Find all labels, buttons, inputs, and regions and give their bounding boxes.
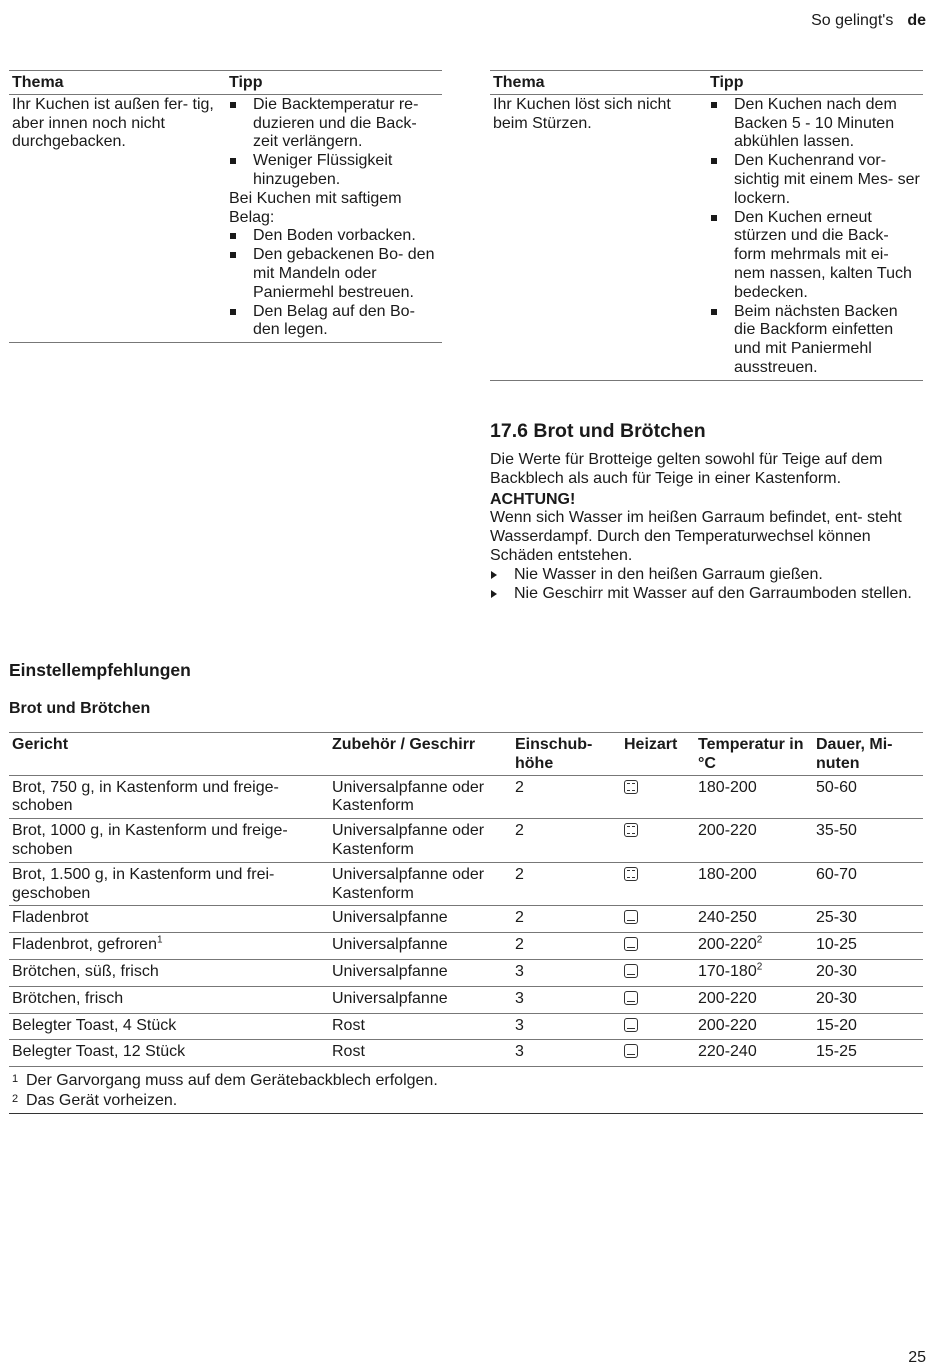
cell-heat bbox=[621, 959, 695, 986]
footnote: 1 Der Garvorgang muss auf dem Gerätebackblech erfolgen. bbox=[12, 1072, 438, 1090]
list-item: Den Kuchen erneut stürzen und die Back- form mehrmals mit ei- nem nassen, kalten Tuch bedecken. bbox=[710, 209, 921, 303]
cell-dish: Fladenbrot, gefroren$^1$ bbox=[9, 933, 329, 960]
header-section: So gelingt's bbox=[811, 12, 894, 29]
top-bottom-heat-icon bbox=[624, 867, 638, 881]
cell-duration: 10-25 bbox=[813, 933, 923, 960]
bottom-heat-icon bbox=[624, 991, 638, 1005]
col-tipp: Tipp bbox=[226, 71, 442, 95]
cell-heat bbox=[621, 986, 695, 1013]
table-row bbox=[9, 906, 923, 933]
cell-duration: 60-70 bbox=[813, 862, 923, 906]
bottom-heat-icon bbox=[624, 937, 638, 951]
tip-list bbox=[229, 96, 440, 190]
tip-table-right bbox=[490, 70, 923, 381]
col-gericht: Gericht bbox=[9, 733, 329, 776]
settings-table bbox=[9, 732, 923, 1114]
top-bottom-heat-icon bbox=[624, 780, 638, 794]
list-item: Den Kuchen nach dem Backen 5 - 10 Minuten abkühlen lassen. bbox=[710, 96, 921, 152]
cell-dish: Brötchen, süß, frisch bbox=[9, 959, 329, 986]
cell-accessory: Universalpfanne bbox=[329, 906, 512, 933]
cell-level: 3 bbox=[512, 1013, 621, 1040]
table-row bbox=[9, 775, 923, 819]
table-row bbox=[9, 862, 923, 906]
cell-level: 2 bbox=[512, 775, 621, 819]
cell-accessory: Universalpfanne bbox=[329, 986, 512, 1013]
tipp-cell bbox=[707, 94, 923, 380]
thema-cell: Ihr Kuchen löst sich nicht beim Stürzen. bbox=[490, 94, 707, 380]
list-item: Nie Geschirr mit Wasser auf den Garraumboden stellen. bbox=[490, 585, 923, 604]
cell-level: 2 bbox=[512, 862, 621, 906]
list-item: Den gebackenen Bo- den mit Mandeln oder Paniermehl bestreuen. bbox=[229, 246, 440, 302]
cell-level: 3 bbox=[512, 1040, 621, 1067]
section-title: 17.6 Brot und Brötchen bbox=[490, 420, 706, 442]
cell-heat bbox=[621, 906, 695, 933]
cell-temp: 220-240 bbox=[695, 1040, 813, 1067]
bottom-heat-icon bbox=[624, 964, 638, 978]
section-intro: Die Werte für Brotteige gelten sowohl für Teige auf dem Backblech als auch für Teige in einer Kastenform. bbox=[490, 451, 883, 487]
warning-label: ACHTUNG! bbox=[490, 490, 576, 508]
cell-temp: 240-250 bbox=[695, 906, 813, 933]
bottom-heat-icon bbox=[624, 1018, 638, 1032]
col-einschub: Einschub- höhe bbox=[512, 733, 621, 776]
cell-heat bbox=[621, 933, 695, 960]
list-item: Die Backtemperatur re- duzieren und die Back- zeit verlängern. bbox=[229, 96, 440, 152]
thema-cell: Ihr Kuchen ist außen fer- tig, aber innen noch nicht durchgebacken. bbox=[9, 94, 226, 342]
tipp-cell bbox=[226, 94, 442, 342]
cell-temp: 200-220 bbox=[695, 986, 813, 1013]
section-brot bbox=[490, 419, 923, 603]
cell-dish: Brot, 1.500 g, in Kastenform und frei- geschoben bbox=[9, 862, 329, 906]
cell-accessory: Universalpfanne bbox=[329, 959, 512, 986]
cell-accessory: Rost bbox=[329, 1013, 512, 1040]
col-heizart: Heizart bbox=[621, 733, 695, 776]
cell-level: 3 bbox=[512, 959, 621, 986]
list-item: Beim nächsten Backen die Backform einfetten und mit Paniermehl ausstreuen. bbox=[710, 303, 921, 378]
col-thema: Thema bbox=[9, 71, 226, 95]
tip-table-left bbox=[9, 70, 442, 343]
cell-dish: Belegter Toast, 4 Stück bbox=[9, 1013, 329, 1040]
cell-level: 2 bbox=[512, 819, 621, 863]
list-item: Den Kuchenrand vor- sichtig mit einem Mes- ser lockern. bbox=[710, 152, 921, 208]
table-row bbox=[9, 1013, 923, 1040]
col-zubehoer: Zubehör / Geschirr bbox=[329, 733, 512, 776]
cell-duration: 50-60 bbox=[813, 775, 923, 819]
cell-duration: 15-25 bbox=[813, 1040, 923, 1067]
recommendations-title: Einstellempfehlungen bbox=[9, 660, 191, 680]
cell-accessory: Universalpfanne bbox=[329, 933, 512, 960]
cell-dish: Brot, 750 g, in Kastenform und freige- schoben bbox=[9, 775, 329, 819]
cell-duration: 20-30 bbox=[813, 959, 923, 986]
cell-level: 2 bbox=[512, 933, 621, 960]
list-item: Den Belag auf den Bo- den legen. bbox=[229, 303, 440, 341]
cell-duration: 20-30 bbox=[813, 986, 923, 1013]
footnotes bbox=[9, 1067, 923, 1114]
cell-dish: Fladenbrot bbox=[9, 906, 329, 933]
footnote: 2 Das Gerät vorheizen. bbox=[12, 1092, 178, 1110]
cell-duration: 15-20 bbox=[813, 1013, 923, 1040]
warning-text: Wenn sich Wasser im heißen Garraum befindet, ent- steht Wasserdampf. Durch den Temperaturwechsel können Schäden entstehen. bbox=[490, 509, 902, 564]
header-lang: de bbox=[907, 12, 926, 29]
cell-temp: 200-220 bbox=[695, 819, 813, 863]
list-item: Nie Wasser in den heißen Garraum gießen. bbox=[490, 566, 923, 585]
cell-temp: 180-200 bbox=[695, 862, 813, 906]
table-row bbox=[9, 1040, 923, 1067]
cell-heat bbox=[621, 1013, 695, 1040]
col-temperatur: Temperatur in °C bbox=[695, 733, 813, 776]
cell-temp: $170-180^2$ bbox=[695, 959, 813, 986]
cell-temp: 200-220 bbox=[695, 1013, 813, 1040]
col-dauer: Dauer, Mi- nuten bbox=[813, 733, 923, 776]
cell-accessory: Universalpfanne oder Kastenform bbox=[329, 775, 512, 819]
cell-dish: Belegter Toast, 12 Stück bbox=[9, 1040, 329, 1067]
cell-temp: $200-220^2$ bbox=[695, 933, 813, 960]
table-title: Brot und Brötchen bbox=[9, 700, 151, 717]
cell-accessory: Universalpfanne oder Kastenform bbox=[329, 862, 512, 906]
cell-heat bbox=[621, 862, 695, 906]
list-item: Den Boden vorbacken. bbox=[229, 227, 440, 246]
action-list bbox=[490, 566, 923, 604]
tip-subheading: Bei Kuchen mit saftigem Belag: bbox=[229, 189, 402, 226]
tip-list bbox=[229, 227, 440, 340]
bottom-heat-icon bbox=[624, 910, 638, 924]
cell-duration: 25-30 bbox=[813, 906, 923, 933]
table-row bbox=[9, 959, 923, 986]
cell-heat bbox=[621, 775, 695, 819]
table-row bbox=[9, 986, 923, 1013]
cell-dish: Brot, 1000 g, in Kastenform und freige- schoben bbox=[9, 819, 329, 863]
cell-heat bbox=[621, 819, 695, 863]
cell-level: 2 bbox=[512, 906, 621, 933]
list-item: Weniger Flüssigkeit hinzugeben. bbox=[229, 152, 440, 190]
cell-temp: 180-200 bbox=[695, 775, 813, 819]
table-row bbox=[9, 819, 923, 863]
page-number: 25 bbox=[908, 1349, 926, 1366]
tip-list bbox=[710, 96, 921, 378]
cell-dish: Brötchen, frisch bbox=[9, 986, 329, 1013]
cell-duration: 35-50 bbox=[813, 819, 923, 863]
col-tipp: Tipp bbox=[707, 71, 923, 95]
col-thema: Thema bbox=[490, 71, 707, 95]
bottom-heat-icon bbox=[624, 1044, 638, 1058]
cell-level: 3 bbox=[512, 986, 621, 1013]
top-bottom-heat-icon bbox=[624, 823, 638, 837]
page-header bbox=[811, 12, 926, 31]
cell-heat bbox=[621, 1040, 695, 1067]
table-row bbox=[9, 933, 923, 960]
cell-accessory: Universalpfanne oder Kastenform bbox=[329, 819, 512, 863]
cell-accessory: Rost bbox=[329, 1040, 512, 1067]
